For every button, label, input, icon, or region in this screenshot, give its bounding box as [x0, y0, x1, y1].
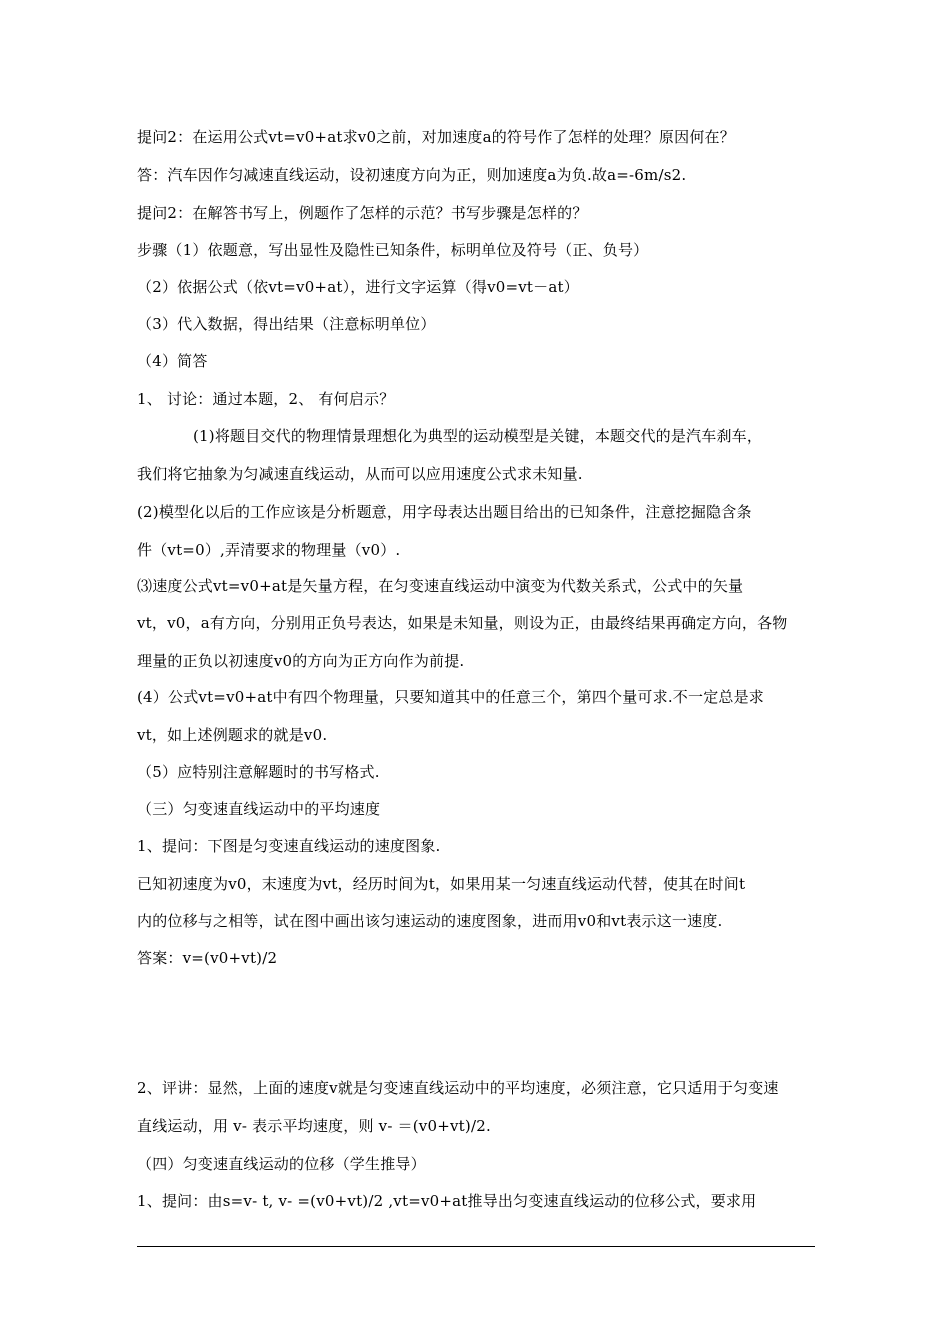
text-line: 件（vt=0）,弄清要求的物理量（v0）. [137, 541, 401, 559]
text-line: (1)将题目交代的物理情景理想化为典型的运动模型是关键，本题交代的是汽车刹车， [193, 427, 763, 445]
text-line: 答：汽车因作匀减速直线运动，设初速度方向为正，则加速度a为负.故a=-6m/s2. [137, 166, 687, 184]
text-line: vt，v0，a有方向，分别用正负号表达，如果是未知量，则设为正，由最终结果再确定方向，各物 [137, 614, 788, 632]
text-line: （3）代入数据，得出结果（注意标明单位） [137, 315, 436, 333]
text-line: 步骤（1）依题意，写出显性及隐性已知条件，标明单位及符号（正、负号） [137, 241, 649, 259]
text-line: vt，如上述例题求的就是v0. [137, 726, 328, 744]
text-line: 2、评讲：显然，上面的速度v就是匀变速直线运动中的平均速度，必须注意，它只适用于匀变速 [137, 1079, 779, 1097]
text-line: 1、 讨论：通过本题，2、 有何启示？ [137, 390, 395, 408]
text-line: 答案：v=(v0+vt)/2 [137, 949, 278, 967]
text-line: 已知初速度为v0，末速度为vt，经历时间为t，如果用某一匀速直线运动代替，使其在时间t [137, 875, 746, 893]
text-line: 1、提问：由s=v- t, v- =(v0+vt)/2 ,vt=v0+at推导出匀变速直线运动的位移公式，要求用 [137, 1192, 757, 1210]
text-line: 我们将它抽象为匀减速直线运动，从而可以应用速度公式求未知量. [137, 465, 583, 483]
text-line: （2）依据公式（依vt=v0+at），进行文字运算（得v0=vt－at） [137, 278, 579, 296]
text-line: (4）公式vt=v0+at中有四个物理量，只要知道其中的任意三个，第四个量可求.不一定总是求 [137, 688, 764, 706]
text-line: ⑶速度公式vt=v0+at是矢量方程，在匀变速直线运动中演变为代数关系式，公式中的矢量 [137, 577, 744, 595]
text-line: （4）简答 [137, 352, 208, 370]
footer-divider [137, 1246, 815, 1247]
text-line: 理量的正负以初速度v0的方向为正方向作为前提. [137, 652, 465, 670]
text-line: 内的位移与之相等，试在图中画出该匀速运动的速度图象，进而用v0和vt表示这一速度. [137, 912, 723, 930]
text-line: 提问2：在解答书写上，例题作了怎样的示范？书写步骤是怎样的？ [137, 204, 588, 222]
text-line: （四）匀变速直线运动的位移（学生推导） [137, 1155, 426, 1173]
text-line: （三）匀变速直线运动中的平均速度 [137, 800, 381, 818]
text-line: (2)模型化以后的工作应该是分析题意，用字母表达出题目给出的已知条件，注意挖掘隐含条 [137, 503, 752, 521]
text-line: 1、提问：下图是匀变速直线运动的速度图象. [137, 837, 441, 855]
text-line: （5）应特别注意解题时的书写格式. [137, 763, 380, 781]
text-line: 提问2：在运用公式vt=v0+at求v0之前，对加速度a的符号作了怎样的处理？原因何在？ [137, 128, 735, 146]
text-line: 直线运动，用 v- 表示平均速度，则 v- ＝(v0+vt)/2. [137, 1117, 491, 1135]
